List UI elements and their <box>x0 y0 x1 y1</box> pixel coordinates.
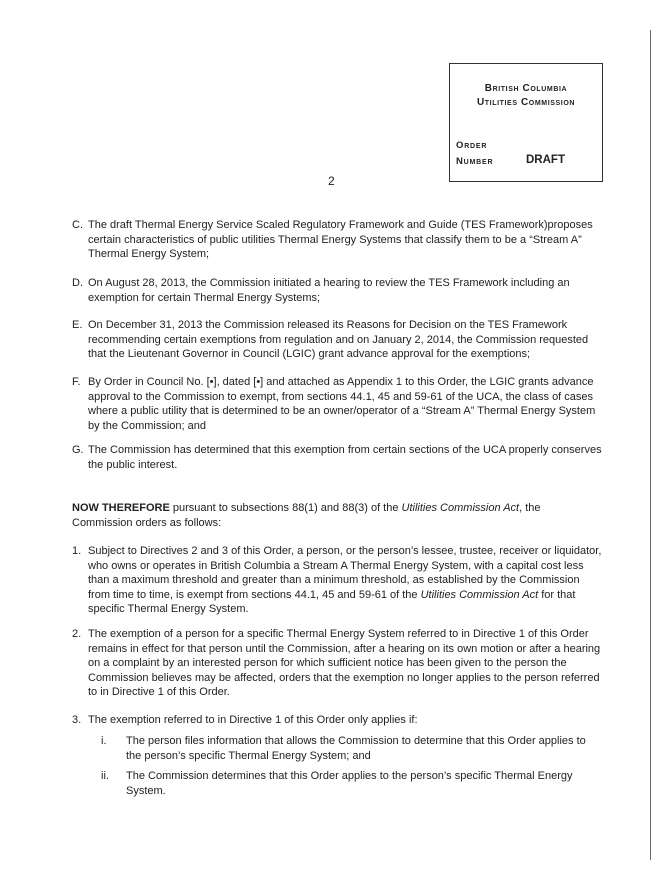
directive-text: The exemption of a person for a specific Thermal Energy System referred to in Directive 1 of this Order remains in effect for that person until the Commission, after a hearing on its own motion or after a hearing on a complaint by an interested person for which sufficient notice has been given to the person the Commission believes may be affected, orders that the exemption no longer applies to the person referred to in Directive 1 of this Order. <box>88 628 601 698</box>
now-therefore-text-1: pursuant to subsections 88(1) and 88(3) of the <box>169 502 402 514</box>
recital-text: On August 28, 2013, the Commission initiated a hearing to review the TES Framework including an exemption for certain Thermal Energy Systems; <box>88 277 570 304</box>
commission-name <box>450 82 602 110</box>
page-number: 2 <box>328 174 335 188</box>
recital-g <box>72 443 602 472</box>
directive-3 <box>72 713 602 728</box>
order-number-label <box>456 138 493 170</box>
org-line-2: Utilities Commission <box>476 97 576 108</box>
directive-text-end: for that specific Thermal Energy System. <box>88 588 576 615</box>
recital-letter: F. <box>72 376 81 388</box>
condition-text: The person files information that allows the Commission to determine that this Order applies to the person’s specific Thermal Energy System; and <box>126 735 586 762</box>
recital-text: On December 31, 2013 the Commission released its Reasons for Decision on the TES Framework recommending certain exemptions from regulation and on January 2, 2014, the Commission requested that the Lieutenant Governor in Council (LGIC) grant advance approval for the exemptions; <box>88 319 589 360</box>
recital-text: The Commission has determined that this exemption from certain sections of the UCA properly conserves the public interest. <box>88 444 602 471</box>
condition-i <box>101 734 601 763</box>
recital-c <box>72 218 602 262</box>
now-therefore-paragraph <box>72 501 602 530</box>
recital-text: The draft Thermal Energy Service Scaled Regulatory Framework and Guide (TES Framework)proposes certain characteristics of public utilities Thermal Energy Systems that classify them to be a “Stream A” Thermal Energy System; <box>88 219 593 260</box>
recital-f <box>72 375 602 433</box>
recital-letter: D. <box>72 277 83 289</box>
recital-letter: G. <box>72 444 84 456</box>
directive-text-body: Subject to Directives 2 and 3 of this Order, a person, or the person’s lessee, trustee, receiver or liquidator, who owns or operates in British Columbia a Stream A Thermal Energy System, with a capital cost less than a maximum threshold and greater than a minimum threshold, as established by the Commission from time to time, is exempt from sections 44.1, 45 and 59-61 of the <box>88 545 602 601</box>
directive-number: 1. <box>72 545 82 557</box>
act-title: Utilities Commission Act <box>420 588 539 601</box>
directive-2 <box>72 627 602 700</box>
recital-text: By Order in Council No. [•], dated [•] and attached as Appendix 1 to this Order, the LGIC grants advance approval to the Commission to exempt, from sections 44.1, 45 and 59-61 of the UCA, the class of cases where a public utility that is determined to be an owner/operator of a “Stream A” Thermal Energy System by the Commission; and <box>88 376 596 432</box>
scan-edge-line <box>650 30 651 860</box>
directive-text: The exemption referred to in Directive 1 of this Order only applies if: <box>88 714 418 726</box>
condition-number: ii. <box>101 770 109 782</box>
org-line-1: British Columbia <box>484 83 568 94</box>
recital-letter: E. <box>72 319 83 331</box>
now-therefore-lead: NOW THEREFORE <box>72 502 170 514</box>
directive-number: 2. <box>72 628 82 640</box>
order-stamp-box <box>449 63 603 182</box>
order-label: Order <box>456 140 488 151</box>
number-label: Number <box>456 156 494 167</box>
directive-number: 3. <box>72 714 82 726</box>
condition-number: i. <box>101 735 107 747</box>
recital-letter: C. <box>72 219 83 231</box>
draft-status: DRAFT <box>526 154 565 166</box>
now-therefore-text-2: , the Commission orders as follows: <box>72 502 541 529</box>
directive-text <box>88 544 602 617</box>
directive-1 <box>72 544 602 617</box>
condition-ii <box>101 769 601 798</box>
condition-text: The Commission determines that this Order applies to the person’s specific Thermal Energy System. <box>126 770 573 797</box>
recital-e <box>72 318 602 362</box>
act-title: Utilities Commission Act <box>401 502 520 514</box>
recital-d <box>72 276 602 305</box>
